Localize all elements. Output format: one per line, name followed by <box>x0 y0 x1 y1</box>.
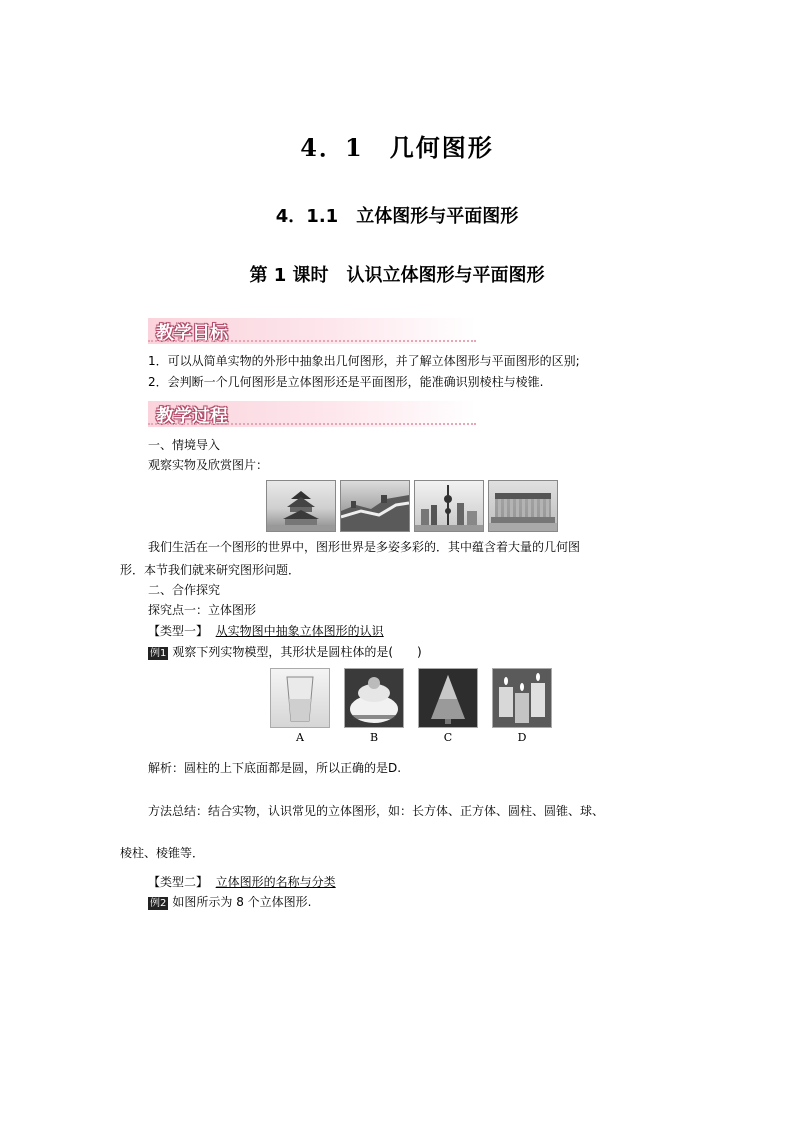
type-2-heading <box>148 874 336 890</box>
photo-great-wall <box>340 480 410 532</box>
photo-temple-of-heaven <box>266 480 336 532</box>
option-b-label: B <box>369 731 379 744</box>
section-heading-intro: 一、情境导入 <box>148 438 221 452</box>
option-a-label: A <box>296 731 304 744</box>
example-1-text: 观察下列实物模型，其形状是圆柱体的是( ) <box>172 645 422 659</box>
example-1-tag: 例1 <box>150 648 167 659</box>
explore-point-1: 探究点一：立体图形 <box>148 603 257 617</box>
goal-item-1: 1．可以从简单实物的外形中抽象出几何图形，并了解立体图形与平面图形的区别; <box>148 354 580 368</box>
method-summary-line-2: 棱柱、棱锥等． <box>120 846 205 860</box>
observe-text: 观察实物及欣赏图片： <box>148 458 269 472</box>
glass-image <box>271 669 329 727</box>
type-2-label: 【类型二】 <box>148 875 209 889</box>
method-summary-line-1: 方法总结：结合实物，认识常见的立体图形，如：长方体、正方体、圆柱、圆锥、球、 <box>148 804 605 818</box>
type-1-heading <box>148 623 384 639</box>
memorial-image <box>489 481 557 531</box>
example-2-text: 如图所示为 8 个立体图形. <box>172 895 312 909</box>
banner-label: 教学过程 <box>156 406 228 427</box>
example-2-tag: 例2 <box>150 898 167 909</box>
section-subtitle: 4．1.1 立体图形与平面图形 <box>275 206 519 227</box>
paragraph-line-2: 形．本节我们就来研究图形问题． <box>120 563 301 577</box>
photo-memorial-hall <box>488 480 558 532</box>
option-c-label: C <box>443 731 453 744</box>
skyline-image <box>415 481 483 531</box>
option-d-image <box>492 668 552 728</box>
candles-image <box>493 669 551 727</box>
example-2 <box>148 894 311 910</box>
goal-item-2: 2．会判断一个几何图形是立体图形还是平面图形，能准确识别棱柱与棱锥. <box>148 375 544 389</box>
great-wall-image <box>341 481 409 531</box>
page-title: 4．1 几何图形 <box>300 133 494 162</box>
option-c-image <box>418 668 478 728</box>
tree-image <box>419 669 477 727</box>
lesson-title: 第 1 课时 认识立体图形与平面图形 <box>249 265 545 286</box>
temple-image <box>267 481 335 531</box>
option-a-image <box>270 668 330 728</box>
option-d-label: D <box>517 731 527 744</box>
option-b-image <box>344 668 404 728</box>
analysis-text: 解析：圆柱的上下底面都是圆，所以正确的是D. <box>148 761 402 775</box>
banner-label: 教学目标 <box>156 323 228 344</box>
paragraph-line-1: 我们生活在一个图形的世界中，图形世界是多姿多彩的．其中蕴含着大量的几何图 <box>148 540 581 554</box>
type-1-title: 从实物图中抽象立体图形的认识 <box>215 624 384 638</box>
type-1-label: 【类型一】 <box>148 624 209 638</box>
banner-teaching-goals <box>148 318 476 344</box>
section-heading-explore: 二、合作探究 <box>148 583 221 597</box>
cake-image <box>345 669 403 727</box>
type-2-title: 立体图形的名称与分类 <box>215 875 336 889</box>
example-1 <box>148 644 422 660</box>
banner-teaching-process <box>148 401 476 427</box>
photo-city-skyline <box>414 480 484 532</box>
